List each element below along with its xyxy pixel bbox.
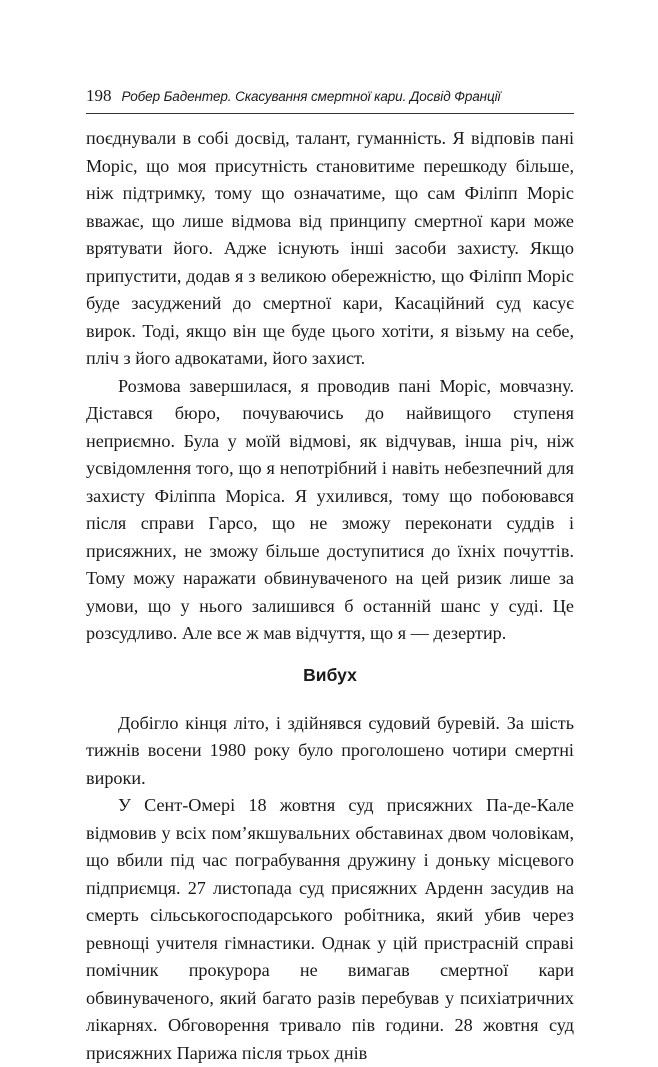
paragraph: У Сент-Омері 18 жовтня суд присяжних Па-де-Кале відмовив у всіх пом’якшувальних обставинах двом чоловікам, що вбили під час пограбування дружину і доньку місцевого підприємця. 27 листопада суд присяжних Арденн засудив на смерть сільськогосподарського робітника, який убив через ревнощі учителя гімнастики. Однак у цій пристрасній справі помічник прокурора не вимагав смертної кари обвинуваченого, який багато разів перебував у психіатричних лікарнях. Обговорення тривало пів години. 28 жовтня суд присяжних Парижа після трьох днів	[86, 795, 574, 1063]
paragraph: Розмова завершилася, я проводив пані Моріс, мовчазну. Дістався бюро, почуваючись до найвищого ступеня неприємно. Була у моїй відмові, як відчував, інша річ, ніж усвідомлення того, що я непотрібний і навіть небезпечний для захисту Філіппа Моріса. Я ухилився, тому що побоювався після справи Гарсо, що не зможу переконати суддів і присяжних, не зможу більше доступитися до їхніх почуттів. Тому можу наражати обвинуваченого на цей ризик лише за умови, що у нього залишився б останній шанс у суді. Це розсудливо. Але все ж мав відчуття, що я — дезертир.	[86, 375, 574, 643]
section-heading: Вибух	[303, 664, 357, 685]
header-rule	[86, 113, 574, 114]
running-title: Робер Бадентер. Скасування смертної кари. Досвід Франції	[121, 89, 501, 104]
running-head	[86, 86, 574, 112]
main-text	[86, 125, 574, 1067]
page-number: 198	[86, 86, 112, 105]
paragraph: поєднували в собі досвід, талант, гуманність. Я відповів пані Моріс, що моя присутність становитиме перешкоду більше, ніж підтримку, тому що означатиме, що сам Філіпп Моріс вважає, що лише відмова від принципу смертної кари може врятувати його. Адже існують інші засоби захисту. Якщо припустити, додав я з великою обережністю, що Філіпп Моріс буде засуджений до смертної кари, Касаційний суд касує вирок. Тоді, якщо він ще буде цього хотіти, я візьму на себе, пліч з його адвокатами, його захист.	[86, 128, 574, 368]
paragraph: Добігло кінця літо, і здійнявся судовий буревій. За шість тижнів восени 1980 року було проголошено чотири смертні вироки.	[86, 712, 574, 788]
